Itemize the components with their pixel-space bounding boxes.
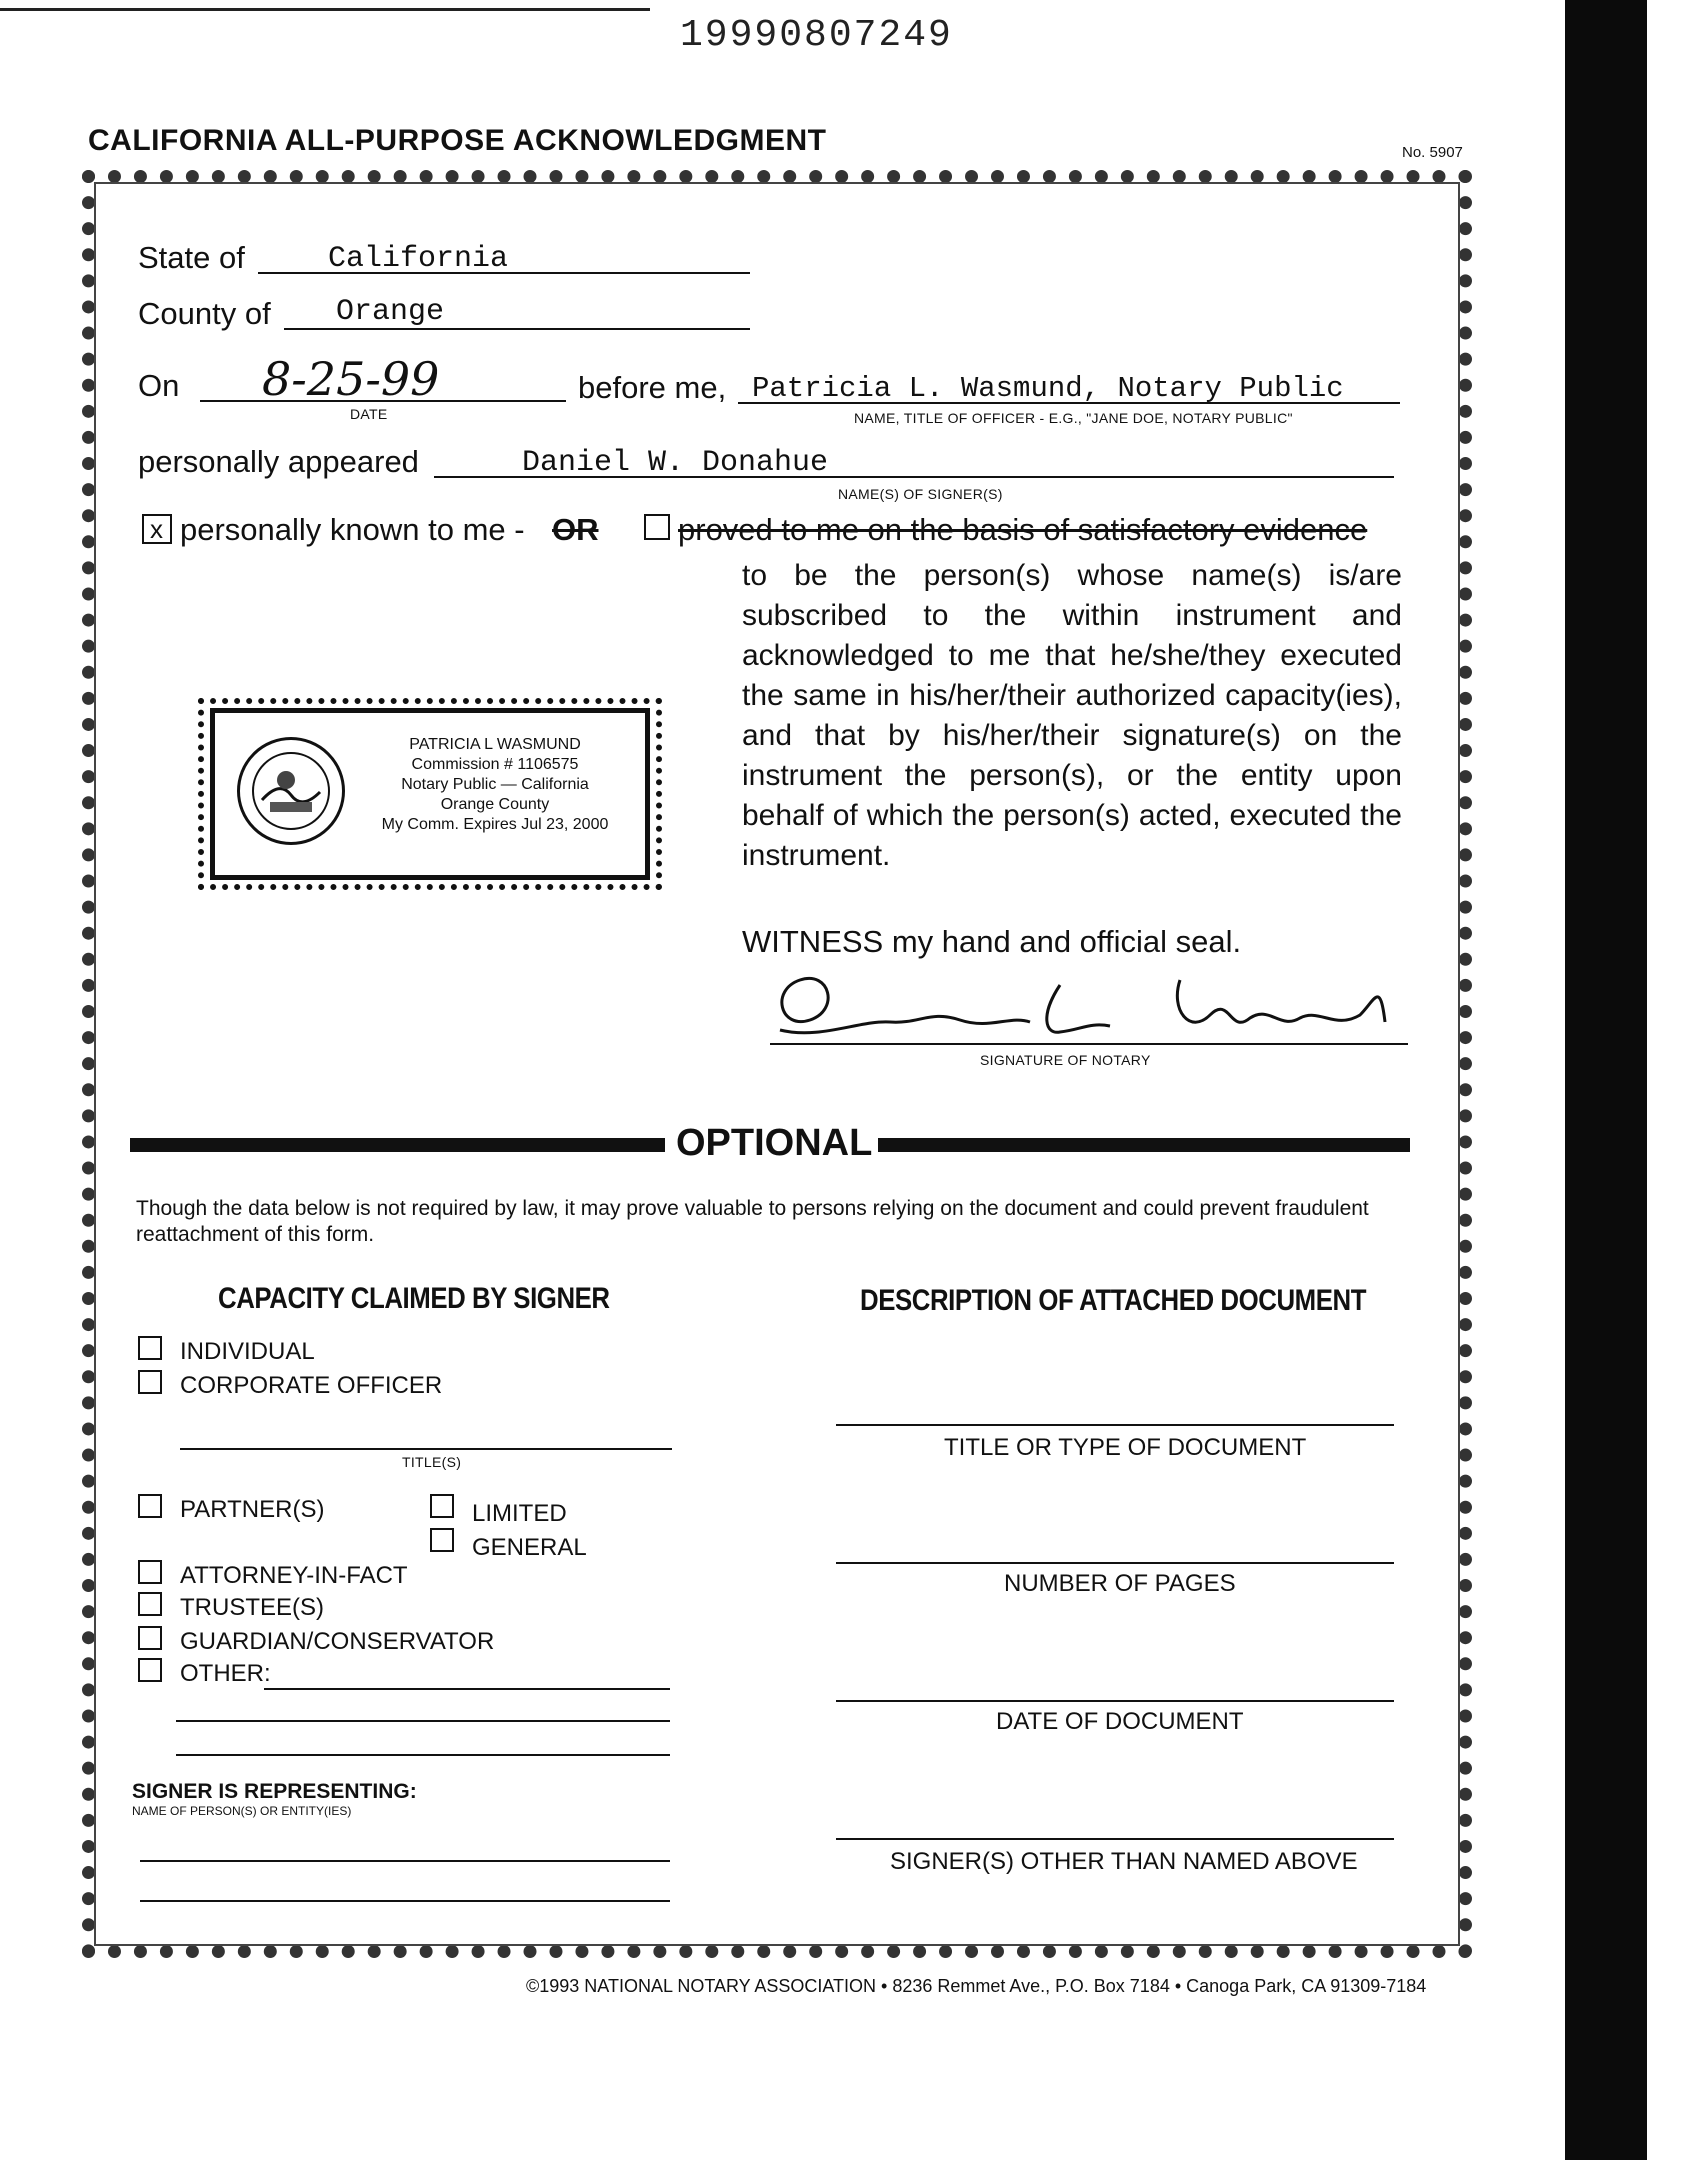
document-number: 19990807249 bbox=[680, 14, 953, 57]
seal-line-5: My Comm. Expires Jul 23, 2000 bbox=[381, 816, 609, 833]
on-label: On bbox=[138, 368, 180, 403]
seal-text-block bbox=[365, 735, 625, 835]
partners-checkbox[interactable] bbox=[138, 1494, 162, 1518]
acknowledgment-text: to be the person(s) whose name(s) is/are subscribed to the within instrument and acknowledged to me that he/she/they executed the same in his/her/their authorized capacity(ies), and that by his/her/their signature(s) on the instrument the person(s), or the entity upon behalf of which the person(s) acted, executed the instrument. bbox=[742, 559, 1402, 872]
trustees-checkbox[interactable] bbox=[138, 1592, 162, 1616]
form-title: CALIFORNIA ALL-PURPOSE ACKNOWLEDGMENT bbox=[88, 124, 827, 157]
titles-line bbox=[180, 1448, 672, 1450]
guardian-label: GUARDIAN/CONSERVATOR bbox=[180, 1628, 495, 1655]
proved-checkbox[interactable] bbox=[644, 514, 670, 540]
appeared-label: personally appeared bbox=[138, 444, 419, 479]
before-me-label: before me, bbox=[578, 370, 727, 405]
num-pages-label: NUMBER OF PAGES bbox=[1004, 1570, 1236, 1597]
optional-bar-right bbox=[878, 1138, 1410, 1152]
limited-checkbox[interactable] bbox=[430, 1494, 454, 1518]
state-value: California bbox=[328, 242, 509, 276]
representing-heading: SIGNER IS REPRESENTING: bbox=[132, 1780, 417, 1803]
witness-label: WITNESS my hand and official seal. bbox=[742, 924, 1242, 959]
general-label: GENERAL bbox=[472, 1534, 587, 1561]
seal-line-4: Orange County bbox=[440, 796, 550, 813]
other-line-1 bbox=[264, 1688, 670, 1690]
optional-heading: OPTIONAL bbox=[676, 1122, 873, 1164]
seal-line-3: Notary Public — California bbox=[401, 776, 589, 793]
form-number: No. 5907 bbox=[1402, 144, 1463, 161]
representing-line-2 bbox=[140, 1900, 670, 1902]
date-value: 8-25-99 bbox=[262, 352, 440, 406]
signer-value: Daniel W. Donahue bbox=[522, 446, 829, 480]
optional-note: Though the data below is not required by law, it may prove valuable to persons relying on the document and could prevent fraudulent reattachment of this form. bbox=[136, 1197, 1369, 1246]
guardian-checkbox[interactable] bbox=[138, 1626, 162, 1650]
title-type-line bbox=[836, 1424, 1394, 1426]
other-line-2 bbox=[176, 1720, 670, 1722]
county-value: Orange bbox=[336, 295, 445, 329]
notary-seal bbox=[210, 708, 650, 880]
county-label: County of bbox=[138, 296, 271, 331]
state-seal-icon bbox=[237, 737, 345, 845]
state-label: State of bbox=[138, 240, 245, 275]
notary-signature bbox=[760, 960, 1410, 1060]
attorney-label: ATTORNEY-IN-FACT bbox=[180, 1562, 408, 1589]
signature-caption: SIGNATURE OF NOTARY bbox=[980, 1052, 1151, 1068]
title-type-label: TITLE OR TYPE OF DOCUMENT bbox=[944, 1434, 1307, 1461]
scan-edge-bar bbox=[1565, 0, 1647, 2160]
capacity-heading: CAPACITY CLAIMED BY SIGNER bbox=[218, 1282, 610, 1315]
known-label: personally known to me - bbox=[180, 512, 525, 547]
other-line-3 bbox=[176, 1754, 670, 1756]
doc-date-label: DATE OF DOCUMENT bbox=[996, 1708, 1244, 1735]
known-checkbox[interactable] bbox=[142, 514, 172, 544]
other-label: OTHER: bbox=[180, 1660, 271, 1687]
representing-caption: NAME OF PERSON(S) OR ENTITY(IES) bbox=[132, 1804, 352, 1818]
limited-label: LIMITED bbox=[472, 1500, 567, 1527]
top-edge-rule bbox=[0, 8, 650, 11]
signer-caption: NAME(S) OF SIGNER(S) bbox=[838, 486, 1003, 502]
description-heading: DESCRIPTION OF ATTACHED DOCUMENT bbox=[860, 1284, 1367, 1317]
proved-label: proved to me on the basis of satisfactory evidence bbox=[678, 512, 1368, 547]
individual-checkbox[interactable] bbox=[138, 1336, 162, 1360]
attorney-checkbox[interactable] bbox=[138, 1560, 162, 1584]
date-caption: DATE bbox=[350, 406, 388, 422]
titles-caption: TITLE(S) bbox=[402, 1454, 462, 1470]
individual-label: INDIVIDUAL bbox=[180, 1338, 315, 1365]
other-signers-line bbox=[836, 1838, 1394, 1840]
officer-caption: NAME, TITLE OF OFFICER - E.G., "JANE DOE, NOTARY PUBLIC" bbox=[854, 410, 1293, 426]
seal-line-1: PATRICIA L WASMUND bbox=[409, 736, 581, 753]
officer-value: Patricia L. Wasmund, Notary Public bbox=[752, 372, 1344, 405]
or-label: OR bbox=[552, 512, 599, 547]
optional-bar-left bbox=[130, 1138, 665, 1152]
partners-label: PARTNER(S) bbox=[180, 1496, 325, 1523]
footer-copyright: ©1993 NATIONAL NOTARY ASSOCIATION • 8236 Remmet Ave., P.O. Box 7184 • Canoga Park, CA 91309-7184 bbox=[526, 1976, 1427, 1996]
other-checkbox[interactable] bbox=[138, 1658, 162, 1682]
doc-date-line bbox=[836, 1700, 1394, 1702]
num-pages-line bbox=[836, 1562, 1394, 1564]
representing-line-1 bbox=[140, 1860, 670, 1862]
check-mark-icon: x bbox=[150, 514, 163, 544]
general-checkbox[interactable] bbox=[430, 1528, 454, 1552]
trustees-label: TRUSTEE(S) bbox=[180, 1594, 324, 1621]
other-signers-label: SIGNER(S) OTHER THAN NAMED ABOVE bbox=[890, 1848, 1358, 1875]
corporate-officer-checkbox[interactable] bbox=[138, 1370, 162, 1394]
seal-line-2: Commission # 1106575 bbox=[411, 756, 579, 773]
corporate-officer-label: CORPORATE OFFICER bbox=[180, 1372, 443, 1399]
